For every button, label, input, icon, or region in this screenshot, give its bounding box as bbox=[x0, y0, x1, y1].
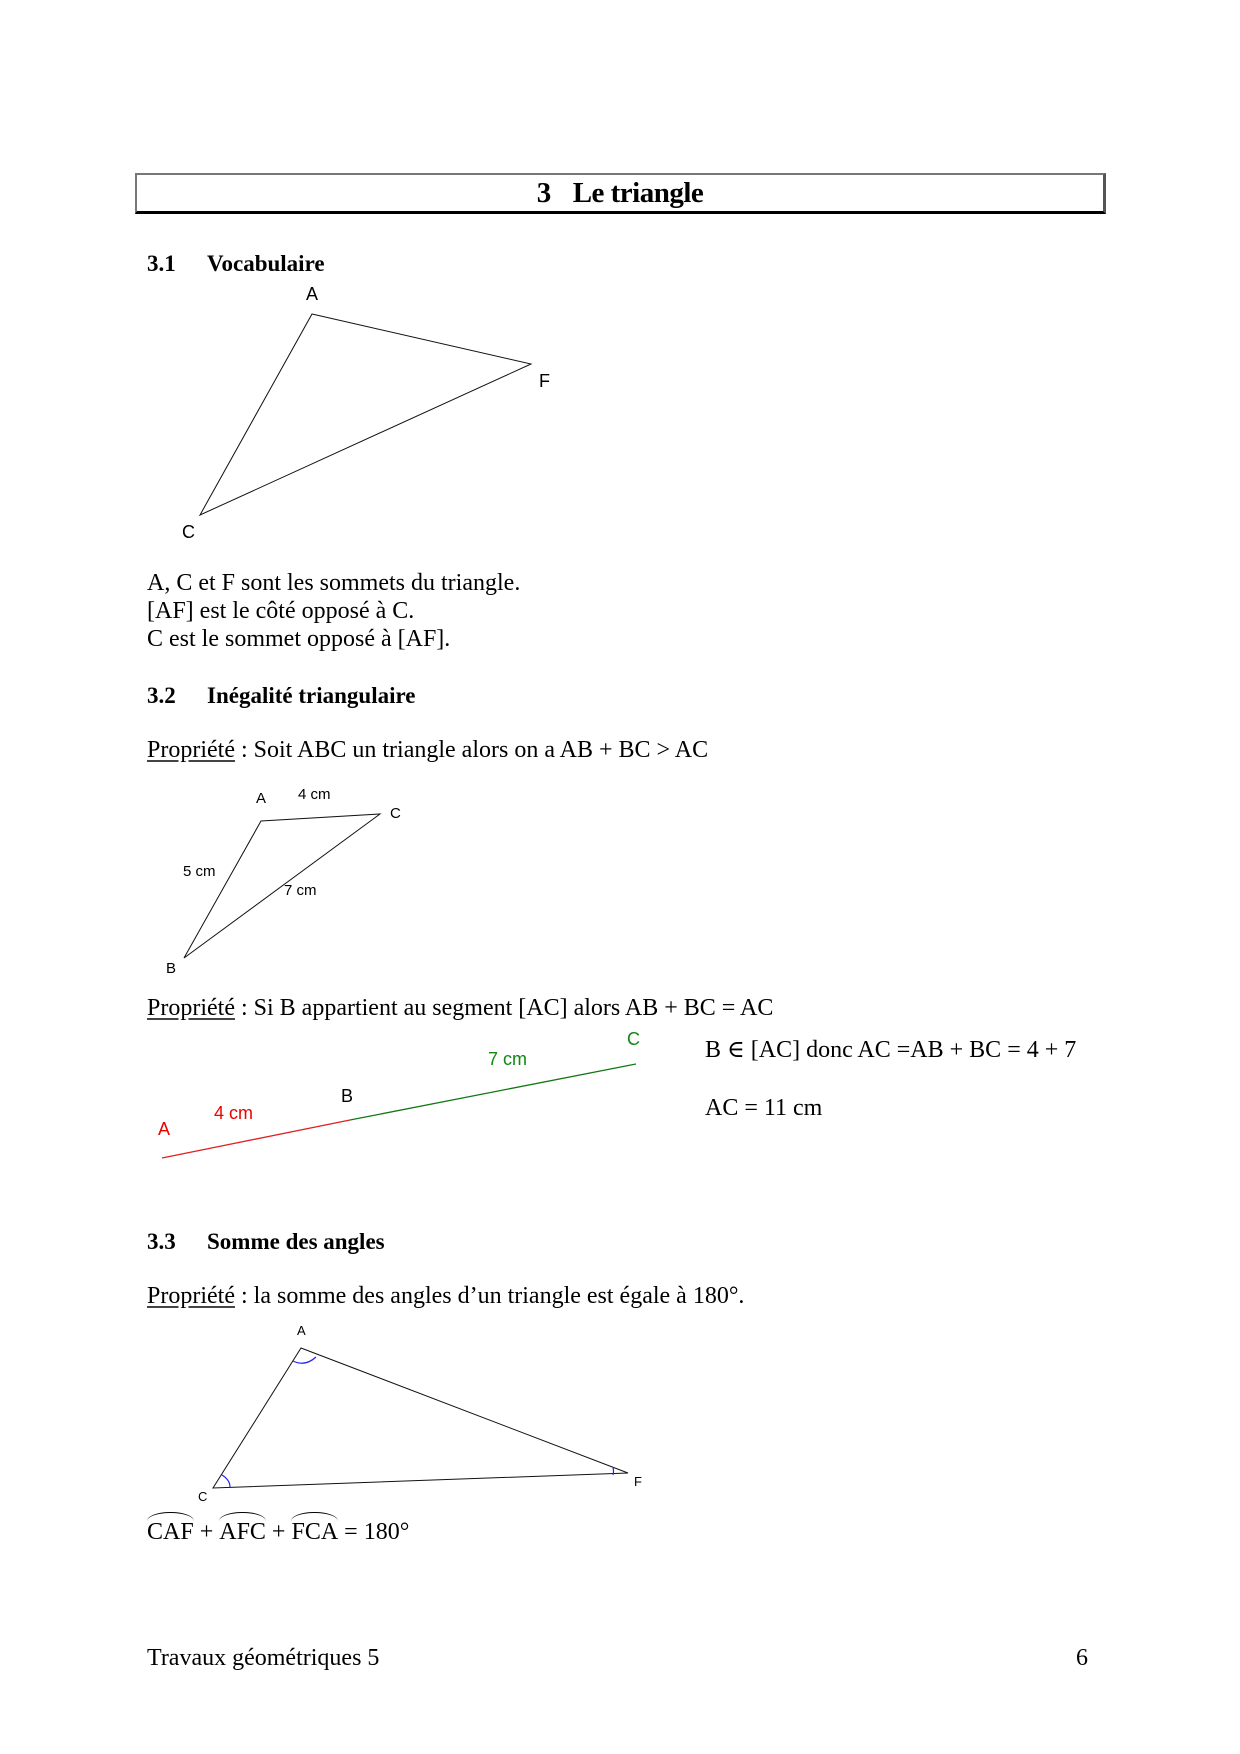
section-number: 3.3 bbox=[147, 1229, 176, 1254]
vertex-label-c: C bbox=[182, 522, 195, 542]
vertex-label-c: C bbox=[198, 1489, 208, 1504]
triangle-abc bbox=[184, 814, 380, 958]
vocab-line-3: C est le sommet opposé à [AF]. bbox=[147, 626, 451, 652]
vertex-label-b: B bbox=[166, 960, 177, 977]
segment-ab bbox=[162, 1120, 350, 1158]
chapter-number: 3 bbox=[536, 177, 551, 209]
chapter-title-text: Le triangle bbox=[572, 177, 704, 209]
angle-mark-f bbox=[613, 1467, 614, 1475]
property-collinear bbox=[147, 994, 773, 1022]
length-label-ab: 4 cm bbox=[214, 1103, 254, 1123]
angle-fca: FCA bbox=[291, 1519, 339, 1545]
property-text: : Si B appartient au segment [AC] alors AB + BC = AC bbox=[234, 995, 774, 1021]
page-number: 6 bbox=[1076, 1645, 1088, 1671]
example-line-1: B ∈ [AC] donc AC =AB + BC = 4 + 7 bbox=[705, 1037, 1077, 1063]
triangle-acf-angles bbox=[213, 1348, 628, 1488]
property-text: : la somme des angles d’un triangle est égale à 180°. bbox=[234, 1283, 745, 1309]
vocab-line-1: A, C et F sont les sommets du triangle. bbox=[147, 570, 521, 596]
length-label-ac: 4 cm bbox=[298, 786, 331, 803]
plus-sign: + bbox=[271, 1519, 286, 1545]
angle-caf: CAF bbox=[147, 1519, 194, 1545]
plus-sign: + bbox=[199, 1519, 214, 1545]
vertex-label-a: A bbox=[256, 790, 267, 807]
section-title: Inégalité triangulaire bbox=[207, 683, 416, 708]
section-heading-3-2 bbox=[147, 683, 415, 709]
vertex-label-a: A bbox=[306, 284, 319, 304]
length-label-bc: 7 cm bbox=[284, 882, 317, 899]
property-label: Propriété bbox=[147, 737, 235, 763]
property-angles bbox=[147, 1282, 744, 1310]
length-label-ab: 5 cm bbox=[183, 863, 216, 880]
vertex-label-f: F bbox=[539, 371, 550, 391]
vertex-label-f: F bbox=[634, 1474, 642, 1489]
property-label: Propriété bbox=[147, 1283, 235, 1309]
section-heading-3-3 bbox=[147, 1229, 385, 1255]
vocab-line-2: [AF] est le côté opposé à C. bbox=[147, 598, 415, 624]
property-text: : Soit ABC un triangle alors on a AB + BC > AC bbox=[234, 737, 709, 763]
angle-mark-a bbox=[293, 1357, 316, 1363]
segment-bc bbox=[350, 1064, 636, 1120]
point-label-c: C bbox=[627, 1029, 640, 1049]
vertex-label-a: A bbox=[297, 1323, 306, 1338]
section-title: Vocabulaire bbox=[207, 251, 325, 276]
footer-title: Travaux géométriques 5 bbox=[147, 1645, 380, 1671]
section-number: 3.1 bbox=[147, 251, 176, 276]
angle-sum-formula bbox=[147, 1518, 409, 1546]
property-label: Propriété bbox=[147, 995, 235, 1021]
vocab-text bbox=[147, 569, 520, 653]
property-inequality bbox=[147, 736, 708, 764]
point-label-b: B bbox=[341, 1086, 354, 1106]
section-number: 3.2 bbox=[147, 683, 176, 708]
formula-result: = 180° bbox=[344, 1519, 410, 1545]
triangle-acf bbox=[200, 314, 531, 515]
angle-mark-c bbox=[222, 1475, 230, 1487]
section-title: Somme des angles bbox=[207, 1229, 385, 1254]
angle-afc: AFC bbox=[219, 1519, 266, 1545]
example-line-2: AC = 11 cm bbox=[705, 1095, 823, 1121]
point-label-a: A bbox=[158, 1119, 171, 1139]
length-label-bc: 7 cm bbox=[488, 1049, 528, 1069]
vertex-label-c: C bbox=[390, 805, 401, 822]
